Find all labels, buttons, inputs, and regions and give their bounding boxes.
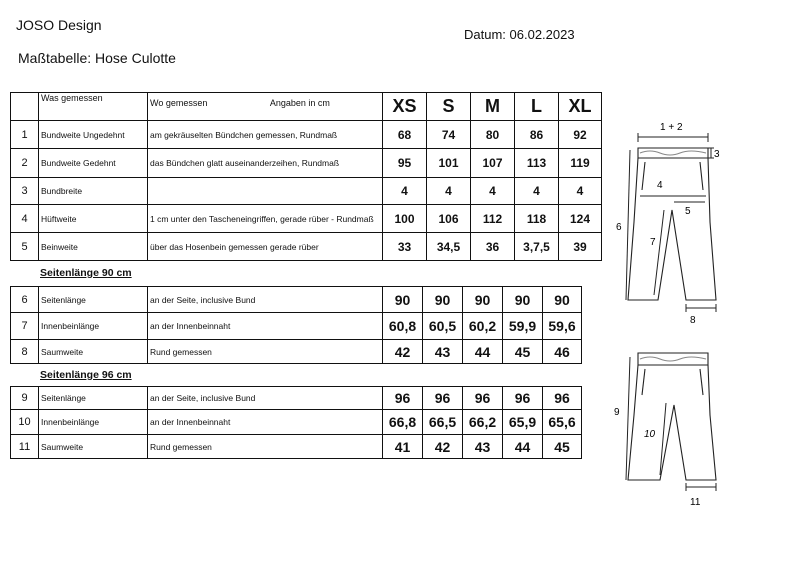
row-value: 44: [463, 340, 503, 364]
waistband-ruching: [640, 357, 706, 361]
row-where: das Bündchen glatt auseinanderzeihen, Rundmaß: [148, 149, 383, 178]
row-value: 59,6: [543, 313, 582, 340]
row-what: Saumweite: [39, 340, 148, 364]
row-number: 2: [11, 149, 39, 178]
row-value: 36: [471, 233, 515, 261]
row-value: 45: [543, 435, 582, 459]
main-measurement-table: [10, 92, 602, 261]
row-value: 90: [463, 287, 503, 313]
row-value: 118: [515, 205, 559, 233]
waistband-shape: [638, 148, 708, 158]
row-what: Beinweite: [39, 233, 148, 261]
section-title-90: Seitenlänge 90 cm: [40, 267, 132, 279]
waistband-ruching: [640, 151, 706, 155]
row-where: am gekräuselten Bündchen gemessen, Rundmaß: [148, 121, 383, 149]
row-value: 66,8: [383, 410, 423, 435]
row-value: 106: [427, 205, 471, 233]
size-header: S: [427, 93, 471, 121]
row-value: 90: [383, 287, 423, 313]
row-what: Seitenlänge: [39, 287, 148, 313]
section-96-table: [10, 386, 582, 459]
row-value: 3,7,5: [515, 233, 559, 261]
pants-outline: [628, 365, 716, 480]
size-header: XS: [383, 93, 427, 121]
row-what: Bundweite Gedehnt: [39, 149, 148, 178]
row-value: 80: [471, 121, 515, 149]
row-value: 41: [383, 435, 423, 459]
table-row: [11, 178, 602, 205]
row-value: 4: [515, 178, 559, 205]
pants-diagram-short: [610, 345, 720, 510]
table-header-row: [11, 93, 602, 121]
row-value: 60,8: [383, 313, 423, 340]
label-7: 7: [650, 237, 656, 248]
row-where: [148, 178, 383, 205]
table-row: [11, 435, 582, 459]
row-value: 66,5: [423, 410, 463, 435]
row-what: Seitenlänge: [39, 387, 148, 410]
section-90-table: [10, 286, 582, 364]
row-value: 39: [559, 233, 602, 261]
row-value: 95: [383, 149, 427, 178]
table-row: [11, 233, 602, 261]
row-where: an der Seite, inclusive Bund: [148, 387, 383, 410]
table-row: [11, 313, 582, 340]
header-empty: [11, 93, 39, 121]
row-value: 66,2: [463, 410, 503, 435]
row-value: 86: [515, 121, 559, 149]
row-number: 5: [11, 233, 39, 261]
row-where: über das Hosenbein gemessen gerade rüber: [148, 233, 383, 261]
label-3: 3: [714, 149, 720, 160]
table-row: [11, 149, 602, 178]
label-8: 8: [690, 315, 696, 326]
row-value: 96: [543, 387, 582, 410]
label-6: 6: [616, 222, 622, 233]
waistband-shape: [638, 353, 708, 365]
row-what: Innenbeinlänge: [39, 313, 148, 340]
row-value: 100: [383, 205, 427, 233]
label-4: 4: [657, 180, 663, 191]
row-value: 119: [559, 149, 602, 178]
row-value: 96: [423, 387, 463, 410]
pocket-right: [700, 162, 703, 190]
size-header: M: [471, 93, 515, 121]
label-10: 10: [644, 429, 656, 440]
row-number: 1: [11, 121, 39, 149]
row-value: 96: [503, 387, 543, 410]
row-value: 44: [503, 435, 543, 459]
row-value: 101: [427, 149, 471, 178]
row-value: 4: [559, 178, 602, 205]
row-value: 46: [543, 340, 582, 364]
arrow-inseam: [654, 210, 664, 295]
pants-outline: [628, 158, 716, 300]
row-value: 113: [515, 149, 559, 178]
row-number: 6: [11, 287, 39, 313]
row-where: 1 cm unter den Tascheneingriffen, gerade rüber - Rundmaß: [148, 205, 383, 233]
label-9: 9: [614, 407, 620, 418]
row-value: 60,5: [423, 313, 463, 340]
table-row: [11, 387, 582, 410]
row-what: Saumweite: [39, 435, 148, 459]
row-number: 10: [11, 410, 39, 435]
row-what: Bundbreite: [39, 178, 148, 205]
row-number: 4: [11, 205, 39, 233]
size-header: XL: [559, 93, 602, 121]
header-wo-gemessen: [148, 93, 383, 121]
row-value: 124: [559, 205, 602, 233]
row-value: 59,9: [503, 313, 543, 340]
table-row: [11, 205, 602, 233]
row-value: 96: [463, 387, 503, 410]
row-value: 65,6: [543, 410, 582, 435]
pocket-right: [700, 369, 703, 395]
table-row: [11, 121, 602, 149]
table-row: [11, 410, 582, 435]
row-value: 4: [427, 178, 471, 205]
row-value: 4: [471, 178, 515, 205]
row-value: 65,9: [503, 410, 543, 435]
row-value: 42: [383, 340, 423, 364]
row-value: 107: [471, 149, 515, 178]
row-where: Rund gemessen: [148, 340, 383, 364]
row-value: 96: [383, 387, 423, 410]
size-header: L: [515, 93, 559, 121]
row-number: 7: [11, 313, 39, 340]
label-5: 5: [685, 206, 691, 217]
row-where: Rund gemessen: [148, 435, 383, 459]
pocket-left: [642, 369, 645, 395]
row-where: an der Innenbeinnaht: [148, 410, 383, 435]
section-title-96: Seitenlänge 96 cm: [40, 369, 132, 381]
row-what: Innenbeinlänge: [39, 410, 148, 435]
row-value: 90: [503, 287, 543, 313]
row-value: 43: [423, 340, 463, 364]
row-where: an der Seite, inclusive Bund: [148, 287, 383, 313]
row-number: 11: [11, 435, 39, 459]
pants-diagram-long: [610, 110, 720, 335]
table-row: [11, 287, 582, 313]
table-row: [11, 340, 582, 364]
row-value: 74: [427, 121, 471, 149]
row-value: 112: [471, 205, 515, 233]
document-date: Datum: 06.02.2023: [464, 27, 575, 42]
company-name: JOSO Design: [16, 17, 102, 33]
header-was-gemessen: Was gemessen: [39, 93, 148, 121]
row-value: 45: [503, 340, 543, 364]
row-number: 9: [11, 387, 39, 410]
row-value: 90: [543, 287, 582, 313]
label-11: 11: [690, 497, 701, 508]
header-angaben-label: Angaben in cm: [269, 98, 330, 108]
row-what: Bundweite Ungedehnt: [39, 121, 148, 149]
pocket-left: [642, 162, 645, 190]
row-number: 8: [11, 340, 39, 364]
row-value: 34,5: [427, 233, 471, 261]
row-value: 90: [423, 287, 463, 313]
page-title: Maßtabelle: Hose Culotte: [18, 50, 176, 66]
row-value: 68: [383, 121, 427, 149]
row-where: an der Innenbeinnaht: [148, 313, 383, 340]
row-value: 4: [383, 178, 427, 205]
row-value: 60,2: [463, 313, 503, 340]
row-what: Hüftweite: [39, 205, 148, 233]
label-1-2: 1 + 2: [660, 122, 683, 133]
row-value: 33: [383, 233, 427, 261]
row-number: 3: [11, 178, 39, 205]
row-value: 92: [559, 121, 602, 149]
header-wo-label: Wo gemessen: [150, 98, 208, 108]
row-value: 43: [463, 435, 503, 459]
row-value: 42: [423, 435, 463, 459]
